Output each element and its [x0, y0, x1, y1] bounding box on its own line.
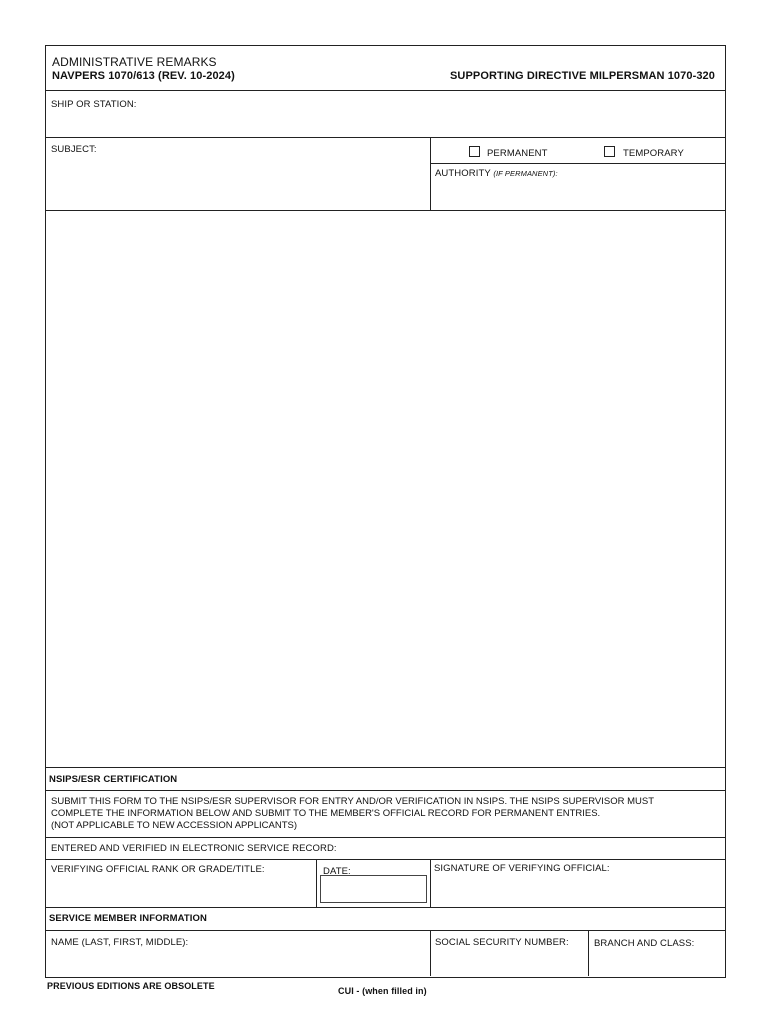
- certification-heading: NSIPS/ESR CERTIFICATION: [49, 774, 178, 785]
- form-number: NAVPERS 1070/613 (REV. 10-2024): [52, 70, 235, 82]
- date-label: DATE:: [323, 866, 351, 877]
- date-input-box[interactable]: [320, 875, 427, 903]
- instructions-line-2: COMPLETE THE INFORMATION BELOW AND SUBMIT TO THE MEMBER'S OFFICIAL RECORD FOR PERMANENT ENTRIES.: [51, 808, 601, 819]
- authority-field[interactable]: [431, 164, 724, 210]
- ssn-field[interactable]: [431, 931, 588, 976]
- permanent-checkbox[interactable]: [469, 146, 480, 157]
- form-title: ADMINISTRATIVE REMARKS: [52, 55, 217, 69]
- certification-instructions: [51, 796, 654, 832]
- temporary-label: TEMPORARY: [623, 148, 684, 159]
- ssn-label: SOCIAL SECURITY NUMBER:: [435, 937, 569, 948]
- permanent-label: PERMANENT: [487, 148, 548, 159]
- previous-editions-note: PREVIOUS EDITIONS ARE OBSOLETE: [47, 981, 215, 991]
- divider: [46, 907, 725, 908]
- divider: [46, 837, 725, 838]
- subject-field[interactable]: [46, 138, 430, 210]
- authority-text: AUTHORITY: [435, 168, 491, 179]
- cui-marking: CUI - (when filled in): [338, 986, 427, 996]
- supporting-directive: SUPPORTING DIRECTIVE MILPERSMAN 1070-320: [449, 70, 715, 82]
- temporary-checkbox[interactable]: [604, 146, 615, 157]
- authority-note: (IF PERMANENT):: [493, 169, 558, 178]
- instructions-line-1: SUBMIT THIS FORM TO THE NSIPS/ESR SUPERVISOR FOR ENTRY AND/OR VERIFICATION IN NSIPS. THE NSIPS SUPERVISOR MUST: [51, 796, 655, 807]
- divider: [46, 767, 725, 768]
- subject-label: SUBJECT:: [51, 144, 97, 155]
- signature-label: SIGNATURE OF VERIFYING OFFICIAL:: [434, 863, 610, 874]
- name-field[interactable]: [46, 931, 430, 976]
- admin-remarks-form: [45, 45, 726, 978]
- name-label: NAME (LAST, FIRST, MIDDLE):: [51, 937, 189, 948]
- remarks-text-area[interactable]: [46, 211, 724, 767]
- instructions-line-3: (NOT APPLICABLE TO NEW ACCESSION APPLICANTS): [51, 820, 298, 831]
- verifying-official-label: VERIFYING OFFICIAL RANK OR GRADE/TITLE:: [51, 864, 265, 875]
- ship-or-station-label: SHIP OR STATION:: [51, 99, 137, 110]
- service-member-heading: SERVICE MEMBER INFORMATION: [49, 913, 207, 924]
- signature-field[interactable]: [431, 860, 724, 907]
- ship-or-station-field[interactable]: [46, 91, 724, 137]
- divider: [316, 859, 317, 907]
- branch-label: BRANCH AND CLASS:: [594, 938, 695, 949]
- entered-verified-label: ENTERED AND VERIFIED IN ELECTRONIC SERVICE RECORD:: [51, 843, 337, 854]
- branch-field[interactable]: [589, 931, 724, 976]
- divider: [46, 790, 725, 791]
- verifying-official-field[interactable]: [46, 860, 315, 907]
